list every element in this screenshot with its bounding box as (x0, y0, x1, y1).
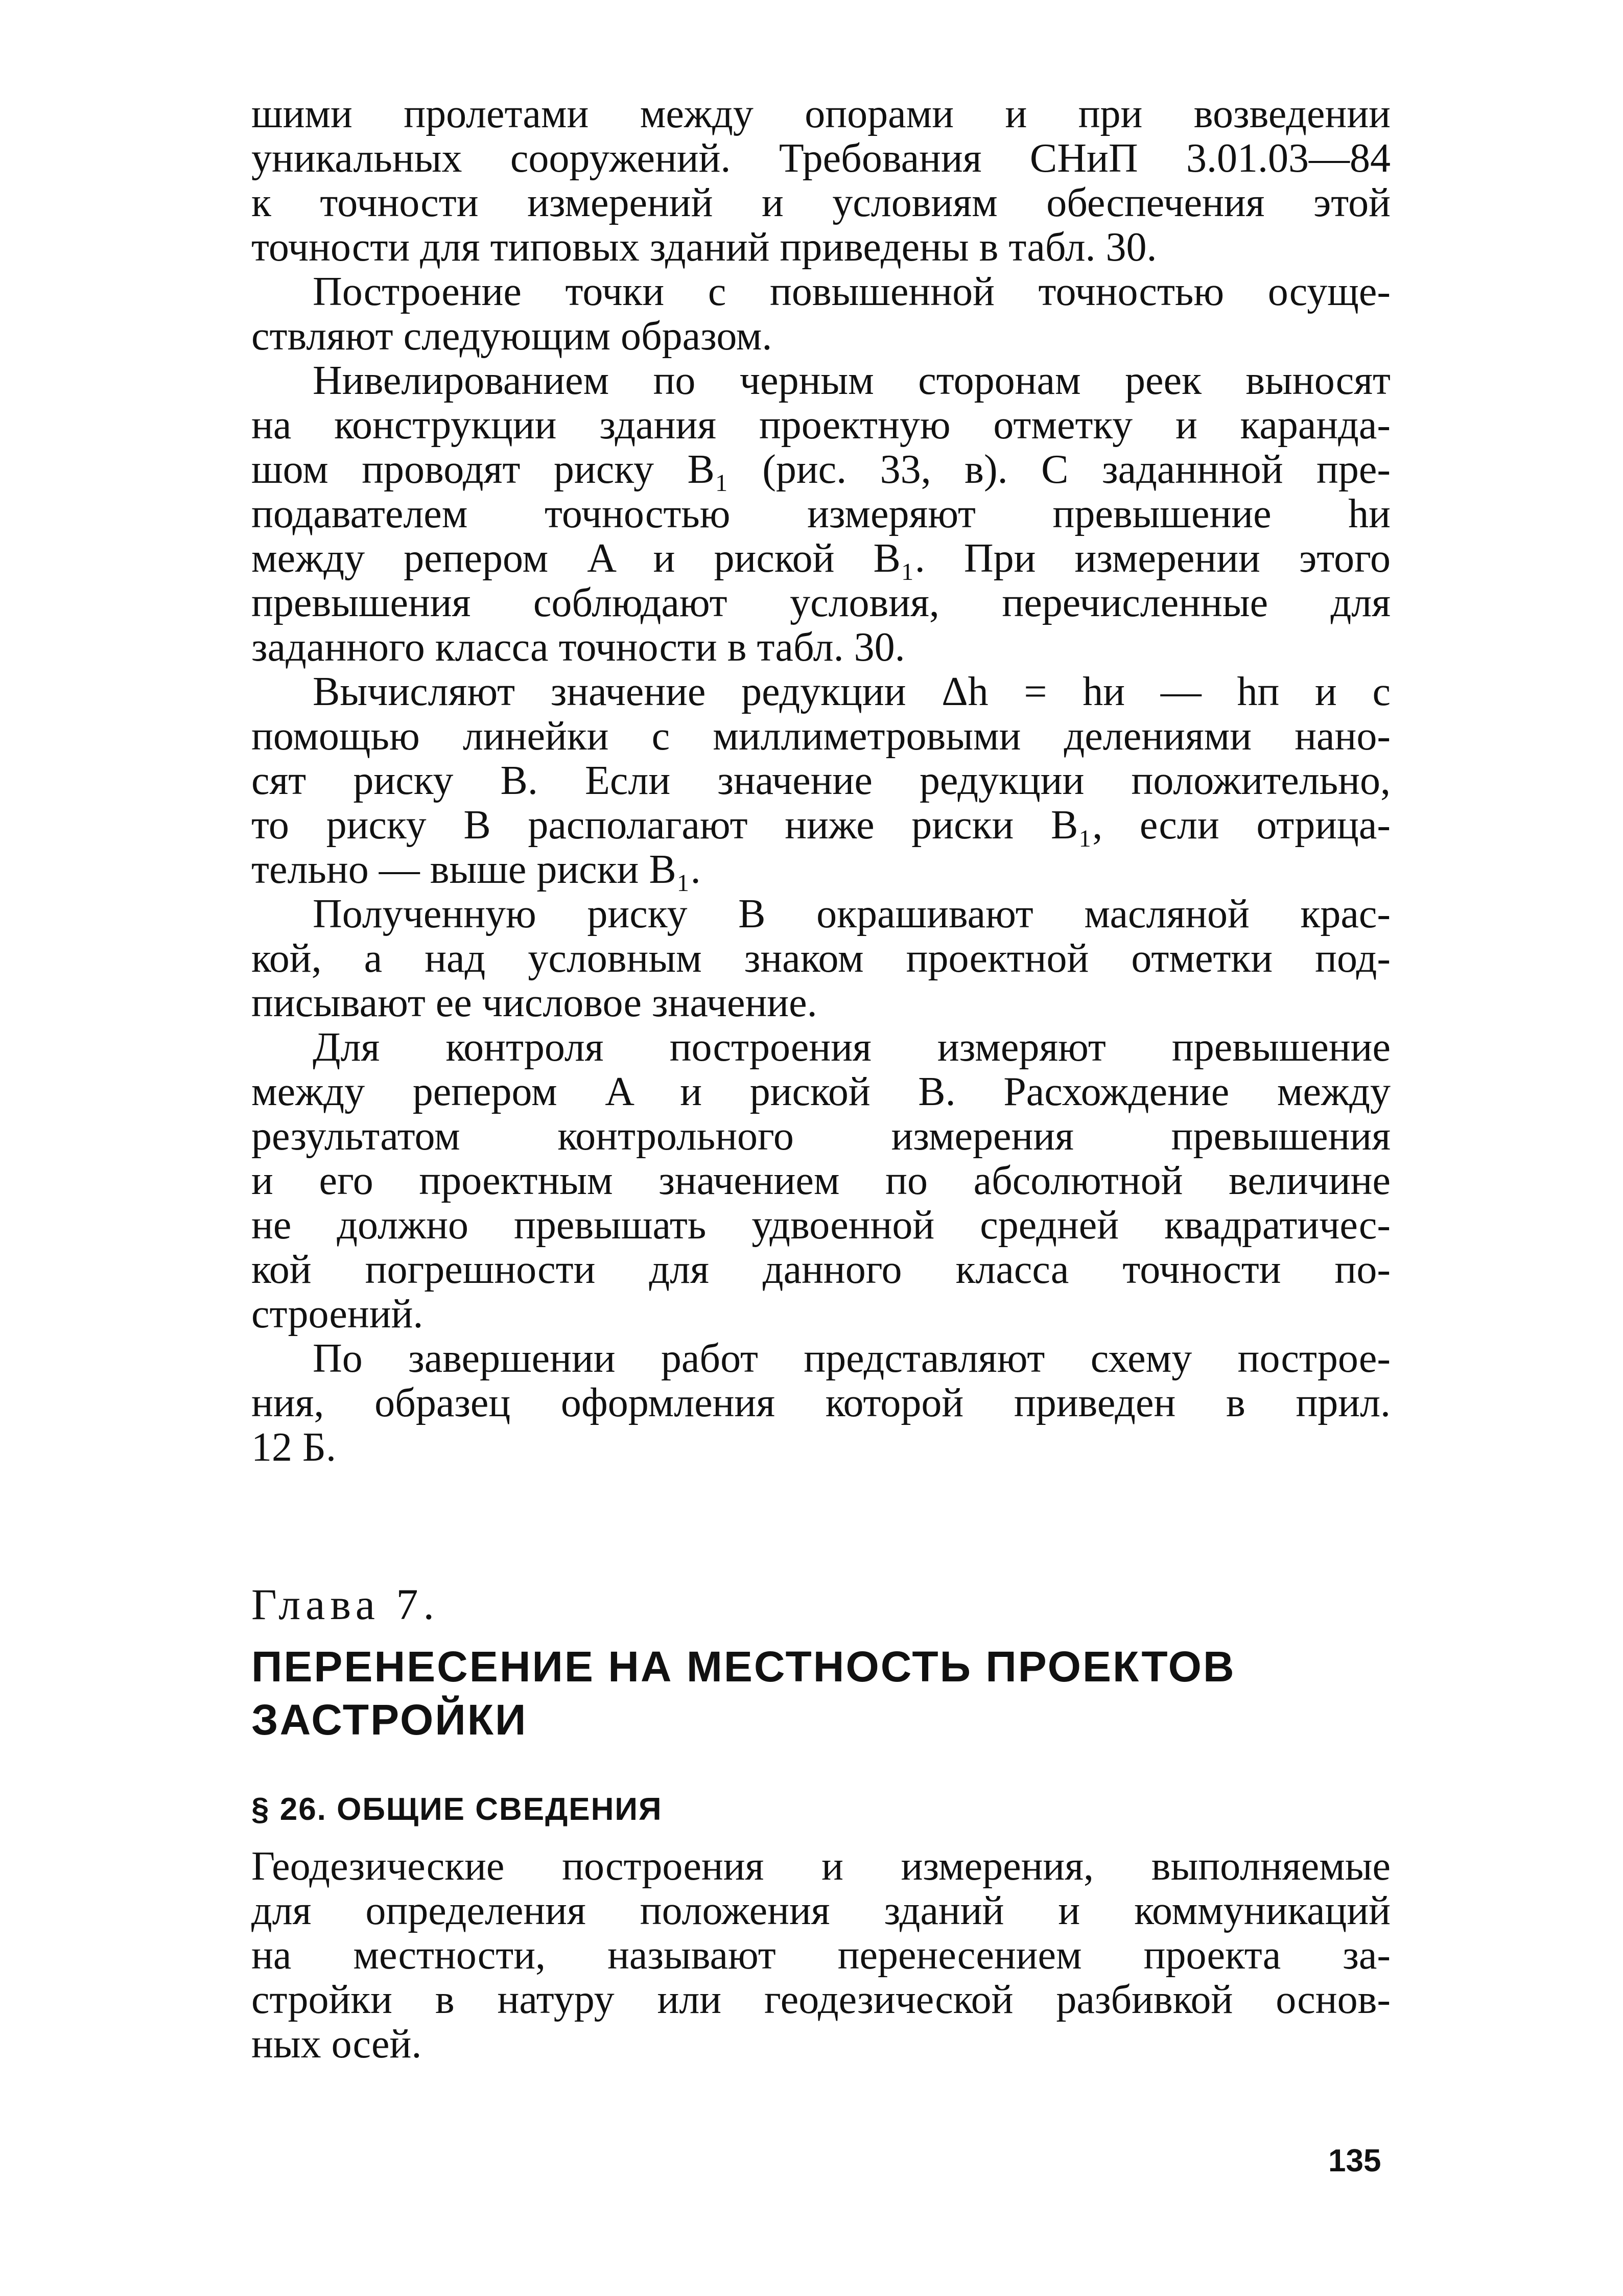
text-line: заданного класса точности в табл. 30. (251, 625, 905, 670)
text-line: на конструкции здания проектную отметку и каранда- (251, 403, 1391, 448)
text-line: к точности измерений и условиям обеспечения этой (251, 180, 1391, 225)
chapter-title-line: ЗАСТРОЙКИ (251, 1696, 528, 1744)
text-line: 12 Б. (251, 1425, 336, 1470)
section-text (251, 1844, 1391, 2067)
text-line: то риску B располагают ниже риски B₁, если отрица- (251, 803, 1391, 848)
chapter-title (251, 1640, 1426, 1746)
text-line: между репером A и риской B₁. При измерении этого (251, 536, 1391, 581)
text-line: кой, а над условным знаком проектной отметки под- (251, 936, 1391, 981)
text-line: ных осей. (251, 2022, 422, 2067)
text-line: и его проектным значением по абсолютной величине (251, 1158, 1391, 1203)
text-line: между репером A и риской B. Расхождение между (251, 1069, 1391, 1114)
text-line: стройки в натуру или геодезической разбивкой основ- (251, 1977, 1391, 2022)
text-line: Полученную риску B окрашивают масляной крас- (313, 892, 1391, 936)
text-line: Вычисляют значение редукции Δh = hи — hп и с (313, 669, 1391, 714)
text-line: Нивелированием по черным сторонам реек выносят (313, 358, 1391, 403)
text-line: писывают ее числовое значение. (251, 980, 817, 1025)
text-line: уникальных сооружений. Требования СНиП 3.01.03—84 (251, 136, 1391, 181)
text-line: Геодезические построения и измерения, выполняемые (251, 1844, 1391, 1889)
page-number: 135 (1328, 2143, 1381, 2178)
text-line: превышения соблюдают условия, перечисленные для (251, 580, 1391, 625)
text-line: шими пролетами между опорами и при возведении (251, 91, 1391, 136)
section-heading: § 26. ОБЩИЕ СВЕДЕНИЯ (251, 1792, 663, 1827)
text-line: помощью линейки с миллиметровыми делениями нано- (251, 714, 1391, 759)
text-line: подавателем точностью измеряют превышение hи (251, 491, 1391, 536)
text-line: на местности, называют перенесением проекта за- (251, 1933, 1391, 1978)
text-line: шом проводят риску B₁ (рис. 33, в). С заданнной пре- (251, 447, 1391, 492)
text-line: По завершении работ представляют схему построе- (313, 1336, 1391, 1381)
text-line: точности для типовых зданий приведены в табл. 30. (251, 225, 1157, 270)
text-line: кой погрешности для данного класса точности по- (251, 1247, 1391, 1292)
text-line: строений. (251, 1292, 424, 1337)
text-line: тельно — выше риски B₁. (251, 847, 701, 892)
body-text (251, 92, 1391, 1470)
text-line: ствляют следующим образом. (251, 314, 772, 359)
text-line: Для контроля построения измеряют превышение (313, 1025, 1391, 1070)
chapter-title-line: ПЕРЕНЕСЕНИЕ НА МЕСТНОСТЬ ПРОЕКТОВ (251, 1643, 1236, 1691)
chapter-label: Глава 7. (251, 1580, 439, 1629)
text-line: сят риску B. Если значение редукции положительно, (251, 758, 1391, 803)
text-line: не должно превышать удвоенной средней квадратичес- (251, 1203, 1391, 1248)
text-line: ния, образец оформления которой приведен в прил. (251, 1380, 1391, 1425)
text-line: Построение точки с повышенной точностью осуще- (313, 269, 1391, 314)
text-line: для определения положения зданий и коммуникаций (251, 1888, 1391, 1933)
text-line: результатом контрольного измерения превышения (251, 1114, 1391, 1159)
